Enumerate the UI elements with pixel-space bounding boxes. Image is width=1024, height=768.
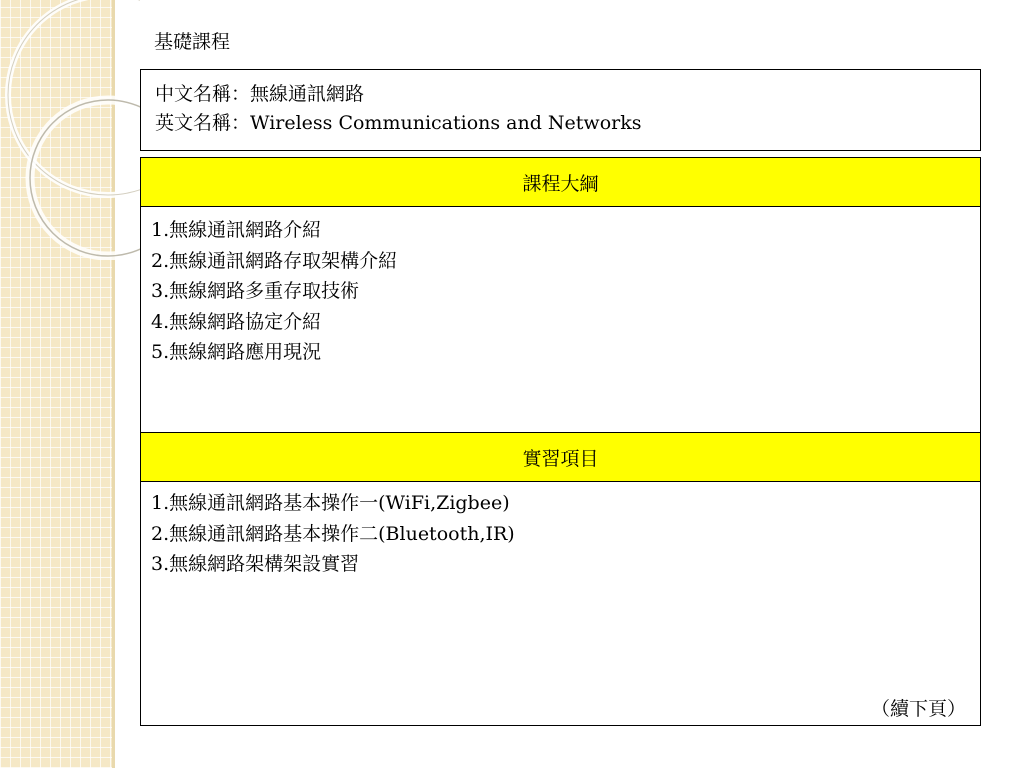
chinese-name: 中文名稱：無線通訊網路: [155, 83, 365, 105]
course-names-box: [140, 69, 981, 151]
practice-header-label: 實習項目: [522, 447, 599, 470]
practice-item: 2.無線通訊網路基本操作二(Bluetooth,IR): [151, 522, 515, 545]
syllabus-list: [141, 207, 980, 433]
syllabus-header: [141, 158, 980, 207]
syllabus-item: 4.無線網路協定介紹: [151, 310, 322, 333]
english-name: 英文名稱：Wireless Communications and Networks: [155, 112, 642, 134]
syllabus-header-label: 課程大綱: [522, 172, 599, 195]
syllabus-item: 1.無線通訊網路介紹: [151, 219, 322, 241]
continued-note: （續下頁）: [870, 698, 966, 720]
decorative-rings: [0, 0, 140, 260]
practice-list: [141, 482, 980, 725]
syllabus-item: 5.無線網路應用現況: [151, 341, 322, 363]
course-table: [140, 157, 981, 726]
syllabus-item: 2.無線通訊網路存取架構介紹: [151, 249, 398, 272]
slide-title: 基礎課程: [154, 31, 231, 53]
syllabus-item: 3.無線網路多重存取技術: [151, 280, 360, 302]
practice-header: [141, 433, 980, 482]
practice-item: 1.無線通訊網路基本操作一(WiFi,Zigbee): [151, 492, 510, 514]
practice-item: 3.無線網路架構架設實習: [151, 553, 360, 575]
